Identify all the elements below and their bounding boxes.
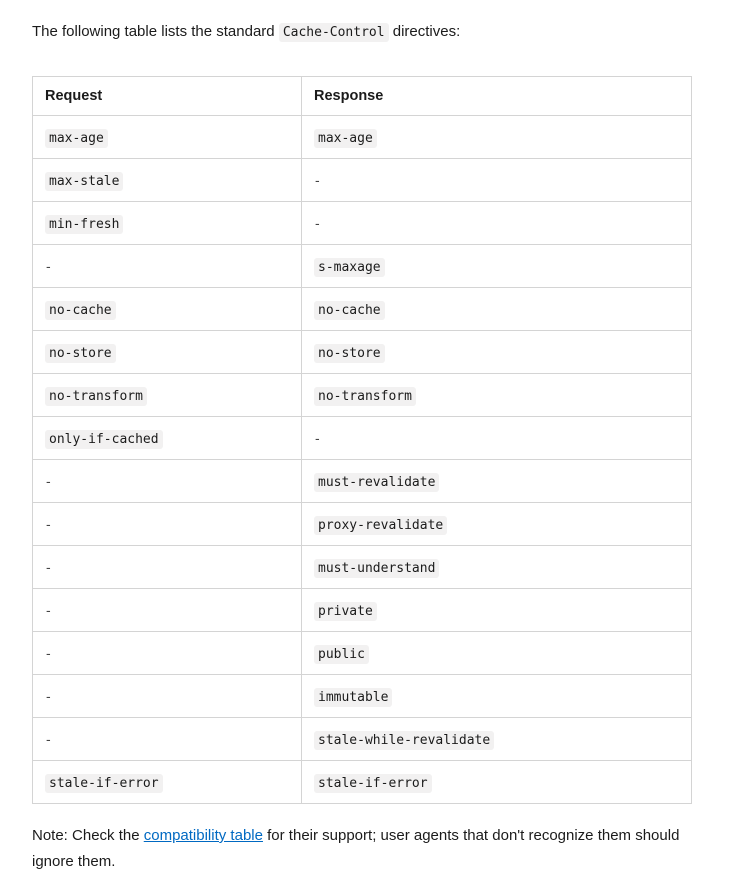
response-cell	[302, 116, 692, 159]
empty-dash: -	[46, 559, 51, 575]
empty-dash: -	[46, 602, 51, 618]
directive-code: min-fresh	[45, 215, 123, 234]
response-cell	[302, 718, 692, 761]
directive-code: s-maxage	[314, 258, 385, 277]
request-cell	[33, 159, 302, 202]
response-cell	[302, 159, 692, 202]
directive-code: no-store	[314, 344, 385, 363]
table-row	[33, 589, 692, 632]
request-cell	[33, 675, 302, 718]
directive-code: must-understand	[314, 559, 439, 578]
intro-text-after: directives:	[388, 23, 461, 40]
request-cell	[33, 374, 302, 417]
directive-code: stale-if-error	[314, 774, 432, 793]
empty-dash: -	[46, 731, 51, 747]
directive-code: max-age	[314, 129, 377, 148]
table-row	[33, 460, 692, 503]
header-response: Response	[302, 77, 692, 116]
empty-dash: -	[315, 430, 320, 446]
request-cell	[33, 761, 302, 804]
table-body	[33, 116, 692, 804]
table-row	[33, 761, 692, 804]
table-row	[33, 632, 692, 675]
directive-code: must-revalidate	[314, 473, 439, 492]
empty-dash: -	[46, 645, 51, 661]
intro-text-before: The following table lists the standard	[32, 23, 279, 40]
note-text-after: for their support; user agents that don't recognize them should ignore them.	[32, 827, 680, 870]
response-cell	[302, 675, 692, 718]
table-row	[33, 718, 692, 761]
empty-dash: -	[46, 258, 51, 274]
response-cell	[302, 202, 692, 245]
table-row	[33, 202, 692, 245]
table-row	[33, 675, 692, 718]
directive-code: no-store	[45, 344, 116, 363]
directive-code: only-if-cached	[45, 430, 163, 449]
response-cell	[302, 546, 692, 589]
response-cell	[302, 288, 692, 331]
directive-code: max-age	[45, 129, 108, 148]
response-cell	[302, 245, 692, 288]
table-row	[33, 288, 692, 331]
request-cell	[33, 460, 302, 503]
table-header-row	[33, 77, 692, 116]
request-cell	[33, 503, 302, 546]
request-cell	[33, 546, 302, 589]
table-row	[33, 245, 692, 288]
request-cell	[33, 202, 302, 245]
directive-code: no-cache	[314, 301, 385, 320]
directive-code: public	[314, 645, 369, 664]
response-cell	[302, 761, 692, 804]
request-cell	[33, 632, 302, 675]
response-cell	[302, 589, 692, 632]
directive-code: no-transform	[314, 387, 416, 406]
note-paragraph	[32, 823, 712, 875]
request-cell	[33, 245, 302, 288]
table-row	[33, 331, 692, 374]
table-row	[33, 116, 692, 159]
empty-dash: -	[46, 516, 51, 532]
request-cell	[33, 718, 302, 761]
table-row	[33, 159, 692, 202]
table-row	[33, 546, 692, 589]
directive-code: immutable	[314, 688, 392, 707]
request-cell	[33, 331, 302, 374]
table-row	[33, 417, 692, 460]
table-row	[33, 503, 692, 546]
request-cell	[33, 417, 302, 460]
response-cell	[302, 460, 692, 503]
directives-table	[32, 76, 692, 804]
directive-code: no-cache	[45, 301, 116, 320]
intro-code-cache-control: Cache-Control	[279, 23, 389, 42]
response-cell	[302, 374, 692, 417]
empty-dash: -	[315, 172, 320, 188]
directive-code: stale-while-revalidate	[314, 731, 494, 750]
response-cell	[302, 632, 692, 675]
intro-paragraph	[32, 22, 460, 43]
directive-code: stale-if-error	[45, 774, 163, 793]
header-request: Request	[33, 77, 302, 116]
empty-dash: -	[315, 215, 320, 231]
table-row	[33, 374, 692, 417]
directive-code: private	[314, 602, 377, 621]
directive-code: max-stale	[45, 172, 123, 191]
empty-dash: -	[46, 473, 51, 489]
response-cell	[302, 331, 692, 374]
directive-code: no-transform	[45, 387, 147, 406]
request-cell	[33, 116, 302, 159]
note-text-before: Note: Check the	[32, 827, 144, 844]
request-cell	[33, 589, 302, 632]
compatibility-table-link[interactable]: compatibility table	[143, 827, 263, 844]
empty-dash: -	[46, 688, 51, 704]
request-cell	[33, 288, 302, 331]
response-cell	[302, 503, 692, 546]
directive-code: proxy-revalidate	[314, 516, 447, 535]
response-cell	[302, 417, 692, 460]
